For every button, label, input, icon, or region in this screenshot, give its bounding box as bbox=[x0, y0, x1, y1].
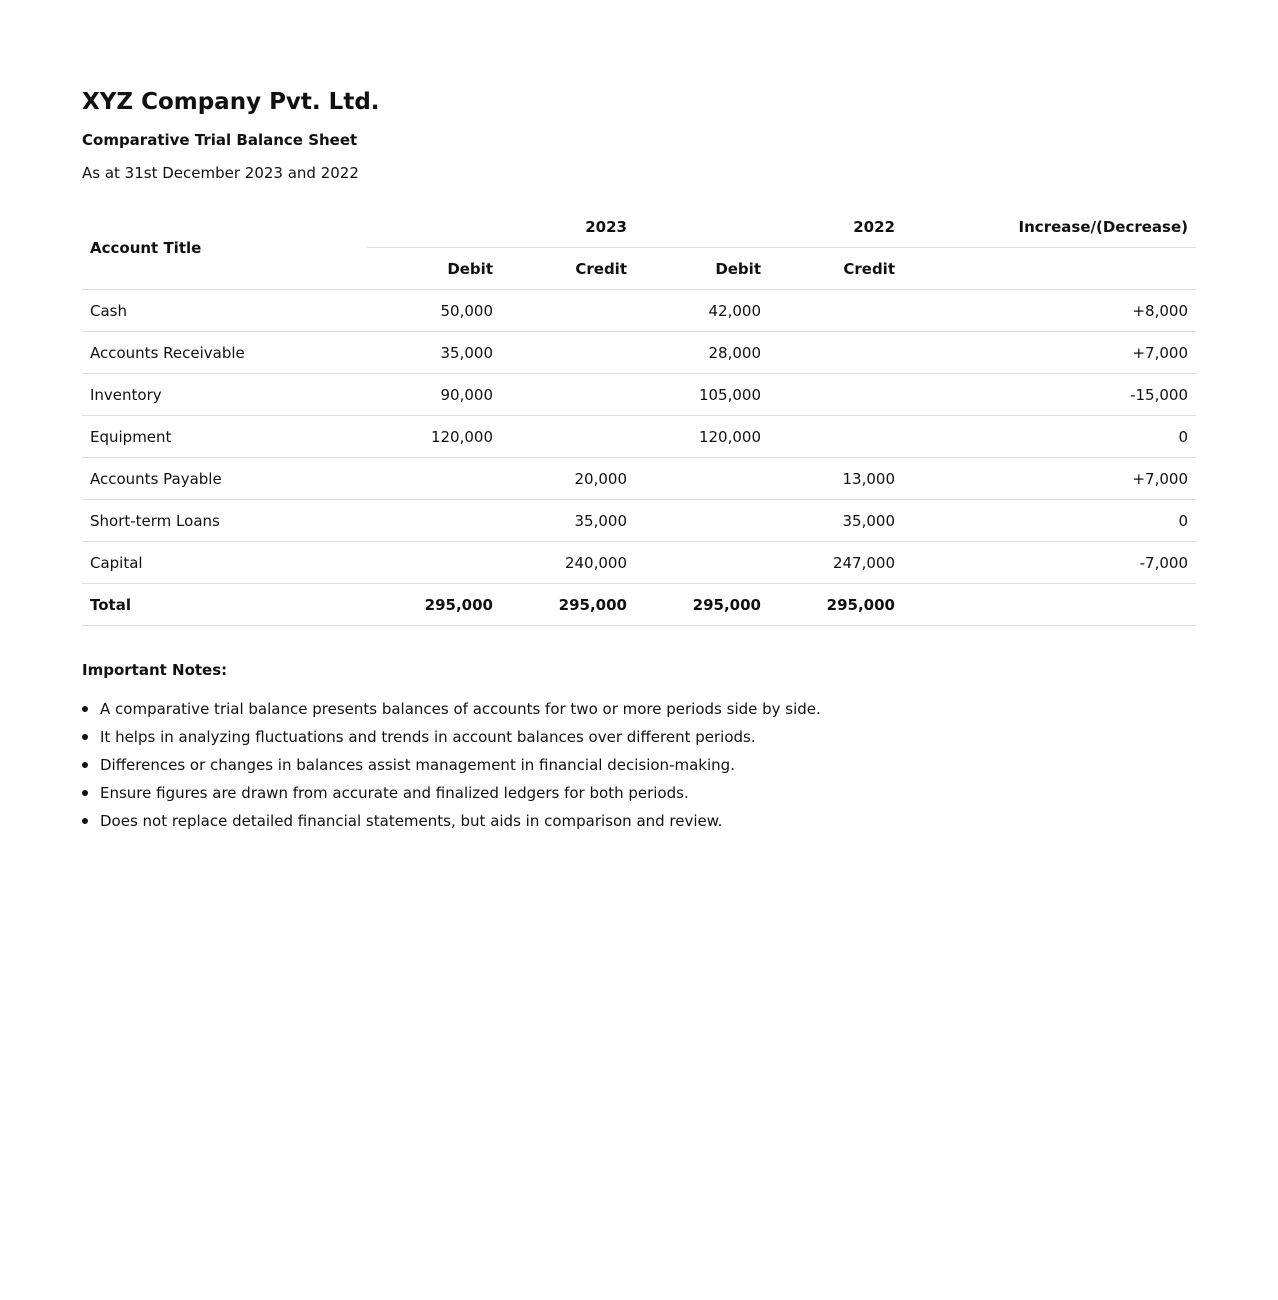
notes-heading: Important Notes: bbox=[82, 661, 228, 679]
credit-2023-cell: 240,000 bbox=[501, 542, 635, 584]
bullet-icon bbox=[82, 734, 88, 740]
debit-2023-cell: 50,000 bbox=[367, 290, 501, 332]
table-row bbox=[82, 332, 1196, 374]
table-row bbox=[82, 458, 1196, 500]
debit-2022-cell: 120,000 bbox=[635, 416, 769, 458]
company-name: XYZ Company Pvt. Ltd. bbox=[82, 89, 380, 115]
account-title-header: Account Title bbox=[82, 206, 367, 290]
note-text: A comparative trial balance presents balances of accounts for two or more periods side by side. bbox=[100, 700, 821, 718]
total-label: Total bbox=[82, 584, 367, 626]
debit-2023-cell bbox=[367, 542, 501, 584]
debit-2022-cell bbox=[635, 542, 769, 584]
debit-2022-cell: 28,000 bbox=[635, 332, 769, 374]
table-row bbox=[82, 290, 1196, 332]
change-cell: +7,000 bbox=[903, 458, 1196, 500]
account-name: Short-term Loans bbox=[82, 500, 367, 542]
credit-2022-cell bbox=[769, 290, 903, 332]
change-cell: -7,000 bbox=[903, 542, 1196, 584]
credit-2023-cell bbox=[501, 290, 635, 332]
list-item bbox=[82, 723, 821, 751]
credit-2022-cell: 247,000 bbox=[769, 542, 903, 584]
account-name: Cash bbox=[82, 290, 367, 332]
credit-2022-cell bbox=[769, 332, 903, 374]
table-row bbox=[82, 416, 1196, 458]
credit-2023-cell bbox=[501, 332, 635, 374]
note-text: Differences or changes in balances assist management in financial decision-making. bbox=[100, 756, 735, 774]
debit-2022-cell: 42,000 bbox=[635, 290, 769, 332]
sheet-title: Comparative Trial Balance Sheet bbox=[82, 131, 358, 149]
credit-2022-cell bbox=[769, 374, 903, 416]
year-2022-header: 2022 bbox=[635, 206, 903, 248]
credit-2022-cell: 35,000 bbox=[769, 500, 903, 542]
list-item bbox=[82, 695, 821, 723]
total-credit-2023: 295,000 bbox=[501, 584, 635, 626]
table-row bbox=[82, 500, 1196, 542]
debit-2023-cell bbox=[367, 458, 501, 500]
credit-2022-cell: 13,000 bbox=[769, 458, 903, 500]
credit-2023-cell: 20,000 bbox=[501, 458, 635, 500]
list-item bbox=[82, 807, 821, 835]
year-2023-header: 2023 bbox=[367, 206, 635, 248]
table-row bbox=[82, 374, 1196, 416]
credit-2023-cell bbox=[501, 416, 635, 458]
debit-2022-cell bbox=[635, 500, 769, 542]
table-row bbox=[82, 542, 1196, 584]
list-item bbox=[82, 751, 821, 779]
debit-2023-cell: 90,000 bbox=[367, 374, 501, 416]
total-change bbox=[903, 584, 1196, 626]
list-item bbox=[82, 779, 821, 807]
credit-2022-cell bbox=[769, 416, 903, 458]
account-name: Accounts Payable bbox=[82, 458, 367, 500]
bullet-icon bbox=[82, 818, 88, 824]
note-text: Ensure figures are drawn from accurate and finalized ledgers for both periods. bbox=[100, 784, 689, 802]
note-text: It helps in analyzing fluctuations and trends in account balances over different periods. bbox=[100, 728, 756, 746]
sheet-date: As at 31st December 2023 and 2022 bbox=[82, 164, 359, 182]
total-debit-2022: 295,000 bbox=[635, 584, 769, 626]
change-cell: 0 bbox=[903, 500, 1196, 542]
bullet-icon bbox=[82, 706, 88, 712]
change-header: Increase/(Decrease) bbox=[903, 206, 1196, 248]
debit-2022-cell bbox=[635, 458, 769, 500]
account-name: Equipment bbox=[82, 416, 367, 458]
bullet-icon bbox=[82, 790, 88, 796]
account-name: Capital bbox=[82, 542, 367, 584]
change-cell: 0 bbox=[903, 416, 1196, 458]
credit-2023-header: Credit bbox=[501, 248, 635, 290]
note-text: Does not replace detailed financial statements, but aids in comparison and review. bbox=[100, 812, 723, 830]
account-name: Accounts Receivable bbox=[82, 332, 367, 374]
notes-list bbox=[82, 695, 821, 835]
debit-2023-header: Debit bbox=[367, 248, 501, 290]
credit-2023-cell bbox=[501, 374, 635, 416]
debit-2022-cell: 105,000 bbox=[635, 374, 769, 416]
total-credit-2022: 295,000 bbox=[769, 584, 903, 626]
change-cell: +7,000 bbox=[903, 332, 1196, 374]
change-cell: -15,000 bbox=[903, 374, 1196, 416]
table-header-row-years bbox=[82, 206, 1196, 248]
change-subheader-empty bbox=[903, 248, 1196, 290]
total-row bbox=[82, 584, 1196, 626]
bullet-icon bbox=[82, 762, 88, 768]
debit-2023-cell bbox=[367, 500, 501, 542]
credit-2022-header: Credit bbox=[769, 248, 903, 290]
debit-2023-cell: 120,000 bbox=[367, 416, 501, 458]
account-name: Inventory bbox=[82, 374, 367, 416]
debit-2022-header: Debit bbox=[635, 248, 769, 290]
change-cell: +8,000 bbox=[903, 290, 1196, 332]
trial-balance-table bbox=[82, 206, 1196, 626]
total-debit-2023: 295,000 bbox=[367, 584, 501, 626]
credit-2023-cell: 35,000 bbox=[501, 500, 635, 542]
debit-2023-cell: 35,000 bbox=[367, 332, 501, 374]
